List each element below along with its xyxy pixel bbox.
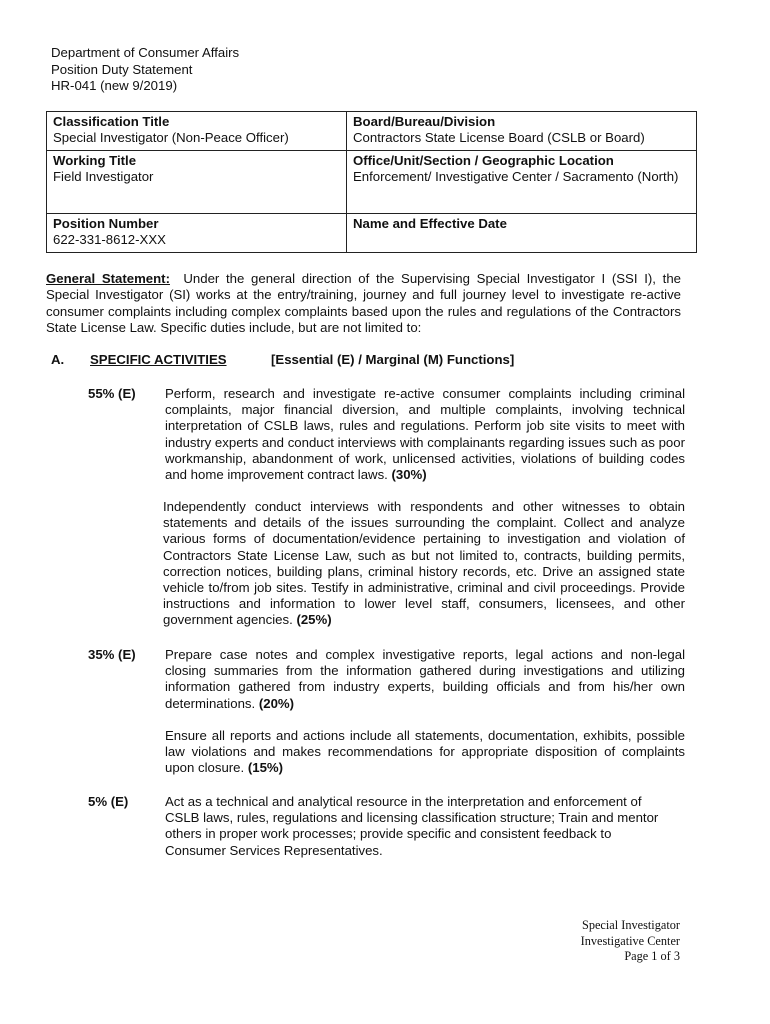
- office-value: Enforcement/ Investigative Center / Sacramento (North): [353, 169, 679, 185]
- page-footer: [581, 918, 680, 965]
- table-row: [47, 112, 697, 151]
- form-number-line: HR-041 (new 9/2019): [51, 78, 178, 93]
- general-statement: [46, 271, 681, 337]
- section-title: SPECIFIC ACTIVITIES: [90, 352, 227, 367]
- duty-paragraph: Ensure all reports and actions include all statements, documentation, exhibits, possible law violations and makes recommendations for appropriate disposition of complaints upon closure. (15%): [165, 728, 685, 776]
- office-cell: [347, 150, 697, 213]
- board-value: Contractors State License Board (CSLB or Board): [353, 130, 645, 146]
- position-number-value: 622-331-8612-XXX: [53, 232, 166, 248]
- board-label: Board/Bureau/Division: [353, 114, 496, 129]
- general-statement-text: Under the general direction of the Supervising Special Investigator I (SSI I), the Special Investigator (SI) works at the entry/training, journey and full journey level to investigate re-active consumer complaints including complex complaints based upon the rules and regulations of the Contractors State License Law. Specific duties include, but are not limited to:: [46, 271, 681, 336]
- office-label: Office/Unit/Section / Geographic Location: [353, 152, 614, 168]
- classification-cell: [47, 112, 347, 151]
- footer-unit: Investigative Center: [580, 933, 680, 948]
- duty-paragraph: Perform, research and investigate re-active consumer complaints including criminal complaints, major financial diversion, and multiple complaints, involving technical interpretation of CSLB laws, rules and regulations. Perform job site visits to meet with industry experts and conduct interviews with complainants regarding issues such as poor workmanship, abandonment of work, unlicensed activities, violations of building codes and home improvement contract laws. (30%): [165, 386, 685, 483]
- classification-label: Classification Title: [53, 114, 170, 129]
- document-header: [51, 45, 239, 95]
- working-title-value: Field Investigator: [53, 169, 154, 185]
- duty-weight: (25%): [296, 612, 332, 628]
- footer-title: Special Investigator: [581, 918, 680, 932]
- form-title-line: Position Duty Statement: [51, 61, 193, 77]
- duty-paragraph: Independently conduct interviews with respondents and other witnesses to obtain statements and details of the issues surrounding the complaint. Collect and analyze various forms of documentation/evidence pertaining to investigation and violation of Contractors State License Law, such as but not limited to, contracts, building permits, correction notices, building plans, criminal history records, etc. Drive an assigned state vehicle to/from job sites. Testify in administrative, criminal and civil proceedings. Provide instructions and information to lower level staff, consumers, licensees, and other government agencies. (25%): [163, 499, 685, 628]
- board-cell: [347, 112, 697, 151]
- position-info-table: [46, 111, 697, 253]
- duty-paragraph: Prepare case notes and complex investigative reports, legal actions and non-legal closing summaries from the information gathered during investigations and utilizing information gathered from industry experts, building officials and from his/her own determinations. (20%): [165, 647, 685, 711]
- section-letter: A.: [51, 352, 65, 367]
- duty-percent: 35% (E): [88, 647, 136, 662]
- page-number: Page 1 of 3: [624, 949, 680, 963]
- position-number-label: Position Number: [53, 215, 159, 231]
- name-date-label: Name and Effective Date: [353, 215, 507, 231]
- classification-value: Special Investigator (Non-Peace Officer): [53, 130, 289, 146]
- working-title-cell: [47, 150, 347, 213]
- duty-paragraph: Act as a technical and analytical resource in the interpretation and enforcement of CSLB laws, rules, regulations and licensing classification structure; Train and mentor others in proper work processes; provide specific and consistent feedback to Consumer Services Representatives.: [165, 794, 659, 858]
- table-row: [47, 150, 697, 213]
- duty-weight: (15%): [247, 760, 284, 776]
- duty-percent: 5% (E): [88, 794, 129, 809]
- duty-percent: 55% (E): [88, 386, 136, 401]
- table-row: [47, 213, 697, 252]
- section-subtitle: [Essential (E) / Marginal (M) Functions]: [271, 352, 515, 367]
- duty-weight: (20%): [258, 695, 295, 711]
- department-line: Department of Consumer Affairs: [51, 45, 240, 60]
- working-title-label: Working Title: [53, 152, 137, 168]
- position-number-cell: [47, 213, 347, 252]
- name-date-cell: [347, 213, 697, 252]
- duty-weight: (30%): [391, 467, 427, 483]
- general-statement-heading: General Statement:: [46, 271, 170, 286]
